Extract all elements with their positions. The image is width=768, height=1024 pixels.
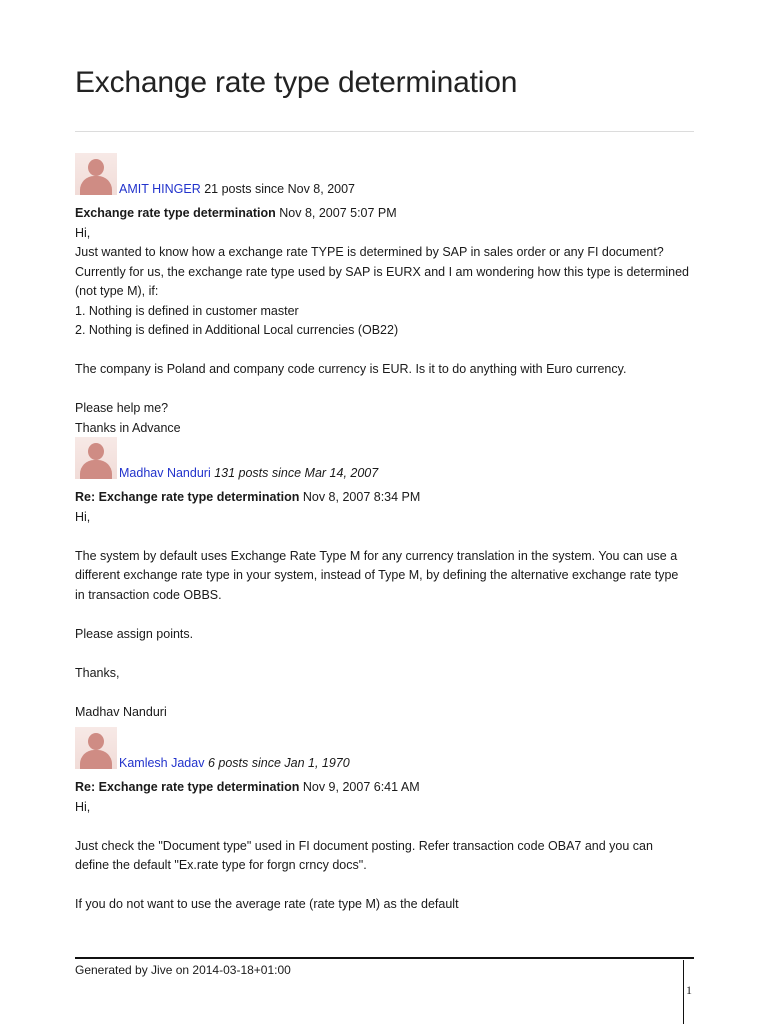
- post-body-line: Currently for us, the exchange rate type used by SAP is EURX and I am wondering how this type is determined: [75, 264, 689, 279]
- post-body: [75, 508, 715, 723]
- post-body-line: [75, 605, 715, 625]
- author-meta: [119, 756, 350, 770]
- post-body-line: Just wanted to know how a exchange rate TYPE is determined by SAP in sales order or any FI document?: [75, 245, 664, 259]
- post-body-line: The system by default uses Exchange Rate Type M for any currency translation in the system. You can use a: [75, 548, 678, 563]
- author-post-count: 6 posts since Jan 1, 1970: [207, 756, 350, 770]
- post-body-line: Please help me?: [75, 401, 169, 415]
- author-line: [75, 437, 715, 479]
- user-avatar-icon[interactable]: [75, 727, 117, 769]
- post-body-line: [75, 683, 715, 703]
- post-subject: Exchange rate type determination: [75, 206, 276, 220]
- post-body-line: [75, 527, 715, 547]
- post-body-line: [75, 380, 715, 400]
- post-date: Nov 8, 2007 5:07 PM: [279, 206, 397, 220]
- author-line: [75, 153, 715, 195]
- user-avatar-icon[interactable]: [75, 153, 117, 195]
- author-line: [75, 727, 715, 769]
- author-meta: [119, 182, 355, 196]
- avatar-head: [88, 733, 104, 750]
- post-date: Nov 8, 2007 8:34 PM: [302, 490, 421, 504]
- author-name-link[interactable]: Kamlesh Jadav: [119, 756, 205, 770]
- post-body-line: [75, 341, 715, 361]
- avatar-body: [80, 750, 112, 769]
- post-body-line: different exchange rate type in your system, instead of Type M, by defining the alternative exchange rate type: [75, 568, 679, 582]
- post-body-line: [75, 876, 715, 896]
- avatar-head: [88, 443, 104, 460]
- post-subject-line: [75, 778, 715, 798]
- title-divider: [75, 131, 694, 132]
- avatar-head: [88, 159, 104, 176]
- post-body: [75, 798, 715, 915]
- post-body-line: Hi,: [75, 509, 91, 524]
- author-name-link[interactable]: AMIT HINGER: [119, 182, 201, 196]
- post-body-line: Thanks in Advance: [75, 420, 181, 435]
- footer-generated: Generated by Jive on 2014-03-18+01:00: [75, 963, 291, 977]
- page-title: Exchange rate type determination: [75, 66, 518, 99]
- post-1: [75, 153, 715, 438]
- avatar-body: [80, 176, 112, 195]
- post-body-line: Hi,: [75, 225, 91, 240]
- post-date: Nov 9, 2007 6:41 AM: [302, 780, 420, 794]
- post-subject: Re: Exchange rate type determination: [75, 780, 300, 794]
- post-subject-line: [75, 488, 715, 508]
- post-body-line: in transaction code OBBS.: [75, 587, 222, 602]
- post-body-line: [75, 817, 715, 837]
- author-meta: [119, 466, 378, 480]
- footer-divider: [75, 957, 694, 959]
- post-body-line: If you do not want to use the average rate (rate type M) as the default: [75, 897, 459, 911]
- post-2: [75, 437, 715, 722]
- post-body-line: Madhav Nanduri: [75, 704, 167, 719]
- post-body-line: 1. Nothing is defined in customer master: [75, 303, 299, 318]
- post-body-line: Hi,: [75, 799, 91, 814]
- author-name-link[interactable]: Madhav Nanduri: [119, 466, 211, 480]
- post-body-line: 2. Nothing is defined in Additional Local currencies (OB22): [75, 323, 399, 337]
- author-post-count: 131 posts since Mar 14, 2007: [214, 466, 379, 480]
- post-body-line: Please assign points.: [75, 626, 194, 641]
- post-subject: Re: Exchange rate type determination: [75, 490, 300, 504]
- post-body-line: Just check the "Document type" used in FI document posting. Refer transaction code OBA7 and you can: [75, 838, 653, 853]
- page-number: 1: [686, 983, 692, 997]
- post-body-line: The company is Poland and company code currency is EUR. Is it to do anything with Euro currency.: [75, 362, 627, 376]
- post-body-line: Thanks,: [75, 665, 120, 680]
- footer-vertical-rule: [683, 960, 684, 1024]
- post-body-line: (not type M), if:: [75, 284, 159, 298]
- post-body-line: [75, 644, 715, 664]
- author-post-count: 21 posts since Nov 8, 2007: [204, 182, 356, 196]
- user-avatar-icon[interactable]: [75, 437, 117, 479]
- avatar-body: [80, 460, 112, 479]
- post-3: [75, 727, 715, 915]
- post-subject-line: [75, 204, 715, 224]
- post-body: [75, 224, 715, 439]
- post-body-line: define the default "Ex.rate type for forgn crncy docs".: [75, 858, 367, 872]
